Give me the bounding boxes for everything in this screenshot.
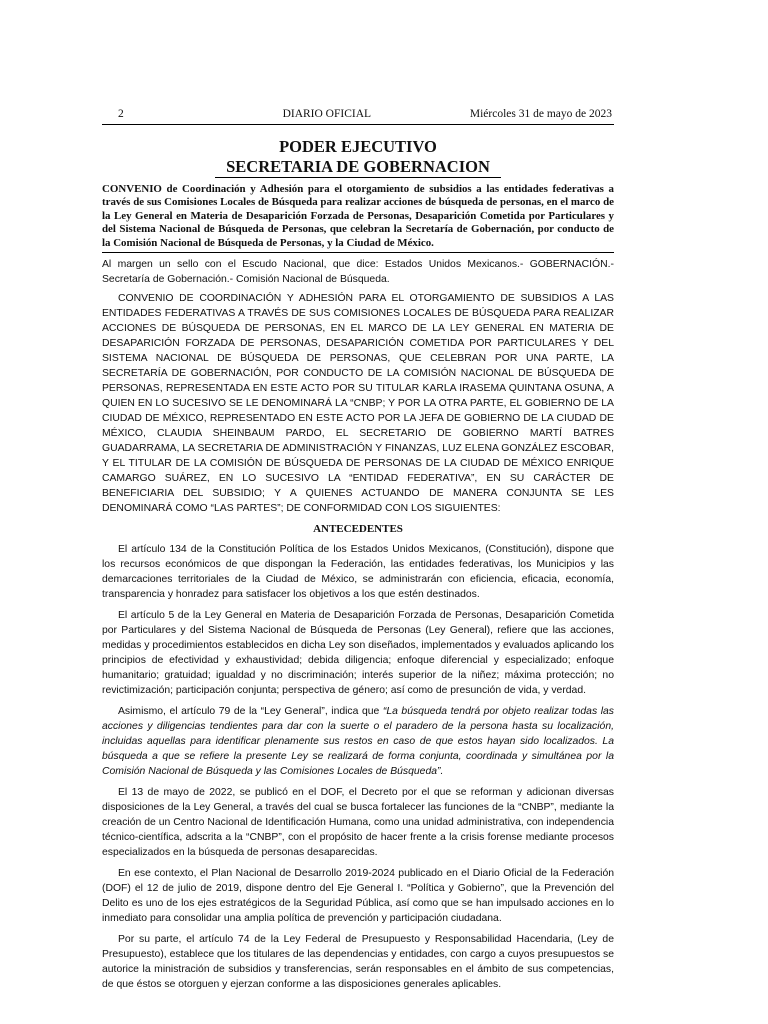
paragraph-article-79-plain: Asimismo, el artículo 79 de la “Ley General”, indica que — [118, 706, 383, 718]
page-number: 2 — [118, 108, 124, 120]
paragraph-article-79-quote: “La búsqueda tendrá por objeto realizar todas las acciones y diligencias tendientes para dar con la suerte o el paradero de la persona hasta su localización, incluidas aquellas para identificar plenamente sus restos en caso de que estos hayan sido localizados. La búsqueda a que se refiere la presente Ley se realizará de forma conjunta, coordinada y simultánea por la Comisión Nacional de Búsqueda y las Comisiones Locales de Búsqueda”. — [102, 706, 614, 778]
paragraph-article-79 — [102, 704, 614, 779]
intro-paragraph: CONVENIO DE COORDINACIÓN Y ADHESIÓN PARA EL OTORGAMIENTO DE SUBSIDIOS A LAS ENTIDADES FEDERATIVAS A TRAVÉS DE SUS COMISIONES LOCALES DE BÚSQUEDA PARA REALIZAR ACCIONES DE BÚSQUEDA DE PERSONAS, EN EL MARCO DE LA LEY GENERAL EN MATERIA DE DESAPARICIÓN FORZADA DE PERSONAS, DESAPARICIÓN COMETIDA POR PARTICULARES Y DEL SISTEMA NACIONAL DE BÚSQUEDA DE PERSONAS, QUE CELEBRAN POR UNA PARTE, LA SECRETARÍA DE GOBERNACIÓN, POR CONDUCTO DE LA COMISIÓN NACIONAL DE BÚSQUEDA DE PERSONAS, REPRESENTADA EN ESTE ACTO POR SU TITULAR KARLA IRASEMA QUINTANA OSUNA, A QUIEN EN LO SUCESIVO SE LE DENOMINARÁ LA “CNBP; Y POR LA OTRA PARTE, EL GOBIERNO DE LA CIUDAD DE MÉXICO, REPRESENTADO EN ESTE ACTO POR LA JEFA DE GOBIERNO DE LA CIUDAD DE MÉXICO, CLAUDIA SHEINBAUM PARDO, EL SECRETARIO DE GOBIERNO MARTÍ BATRES GUADARRAMA, LA SECRETARIA DE ADMINISTRACIÓN Y FINANZAS, LUZ ELENA GONZÁLEZ ESCOBAR, Y EL TITULAR DE LA COMISIÓN DE BÚSQUEDA DE PERSONAS DE LA CIUDAD DE MÉXICO ENRIQUE CAMARGO SUÁREZ, EN LO SUCESIVO LA “ENTIDAD FEDERATIVA”, EN SU CARÁCTER DE BENEFICIARIA DEL SUBSIDIO; Y A QUIENES ACTUANDO DE MANERA CONJUNTA SE LES DENOMINARÁ COMO “LAS PARTES”; DE CONFORMIDAD CON LOS SIGUIENTES: — [102, 293, 614, 515]
publication-name: DIARIO OFICIAL — [282, 108, 372, 120]
paragraph-plan-nacional: En ese contexto, el Plan Nacional de Desarrollo 2019-2024 publicado en el Diario Oficial de la Federación (DOF) el 12 de julio de 2019, dispone dentro del Eje General I. “Política y Gobierno”, que la Prevención del Delito es uno de los ejes estratégicos de la Seguridad Pública, así como que se han impulsado acciones en lo inmediato para consolidar una amplia política de prevención y participación ciudadana. — [102, 868, 614, 925]
paragraph-article-5: El artículo 5 de la Ley General en Materia de Desaparición Forzada de Personas, Desaparición Cometida por Particulares y del Sistema Nacional de Búsqueda de Personas (Ley General), refiere que las acciones, medidas y procedimientos establecidos en dicha Ley son diseñados, implementados y evaluados aplicando los principios de efectividad y exhaustividad; debida diligencia; enfoque diferencial y especializado; enfoque humanitario; gratuidad; igualdad y no discriminación; interés superior de la niñez; máxima protección; no revictimización; participación conjunta; perspectiva de género; así como de presunción de vida, y verdad. — [102, 610, 614, 697]
section-title-secretaria: SECRETARIA DE GOBERNACION — [226, 157, 490, 176]
paragraph-article-134: El artículo 134 de la Constitución Política de los Estados Unidos Mexicanos, (Constitución), dispone que los recursos económicos de que dispongan la Federación, las entidades federativas, los Municipios y las demarcaciones territoriales de la Ciudad de México, se administrarán con eficiencia, eficacia, economía, transparencia y honradez para satisfacer los objetivos a los que estén destinados. — [102, 544, 614, 601]
convenio-heading-rest: de Coordinación y Adhesión para el otorgamiento de subsidios a las entidades federativas a través de sus Comisiones Locales de Búsqueda para realizar acciones de búsqueda de personas, en el marco de la Ley General en Materia de Desaparición Forzada de Personas, Desaparición Cometida por Particulares y del Sistema Nacional de Búsqueda de Personas, que celebran la Secretaría de Gobernación, por conducto de la Comisión Nacional de Búsqueda de Personas, y la Ciudad de México. — [102, 183, 614, 249]
publication-date: Miércoles 31 de mayo de 2023 — [469, 108, 612, 120]
paragraph-article-74: Por su parte, el artículo 74 de la Ley Federal de Presupuesto y Responsabilidad Hacendaria, (Ley de Presupuesto), establece que los titulares de las dependencias y entidades, con cargo a cuyos presupuestos se autorice la ministración de subsidios y transferencias, serán responsables en el ámbito de sus competencias, de que éstos se otorguen y ejerzan conforme a las disposiciones generales aplicables. — [102, 934, 614, 991]
title-underline — [215, 177, 501, 178]
running-header — [102, 108, 614, 125]
document-page — [102, 108, 614, 992]
convenio-heading-lead: CONVENIO — [102, 183, 162, 195]
paragraph-decreto-2022: El 13 de mayo de 2022, se publicó en el DOF, el Decreto por el que se reforman y adicionan diversas disposiciones de la Ley General, a través del cual se busca fortalecer las funciones de la “CNBP”, mediante la creación de un Centro Nacional de Identificación Humana, como una unidad administrativa, con independencia técnico-científica, adscrita a la “CNBP”, con el propósito de hacer frente a la crisis forense mediante procesos especializados en la búsqueda de personas desaparecidas. — [102, 787, 614, 859]
convenio-heading — [102, 183, 614, 253]
seal-note: Al margen un sello con el Escudo Nacional, que dice: Estados Unidos Mexicanos.- GOBERNACIÓN.- Secretaría de Gobernación.- Comisión Nacional de Búsqueda. — [102, 259, 614, 286]
section-title-poder-ejecutivo: PODER EJECUTIVO — [279, 137, 437, 156]
antecedentes-heading: ANTECEDENTES — [313, 523, 403, 536]
